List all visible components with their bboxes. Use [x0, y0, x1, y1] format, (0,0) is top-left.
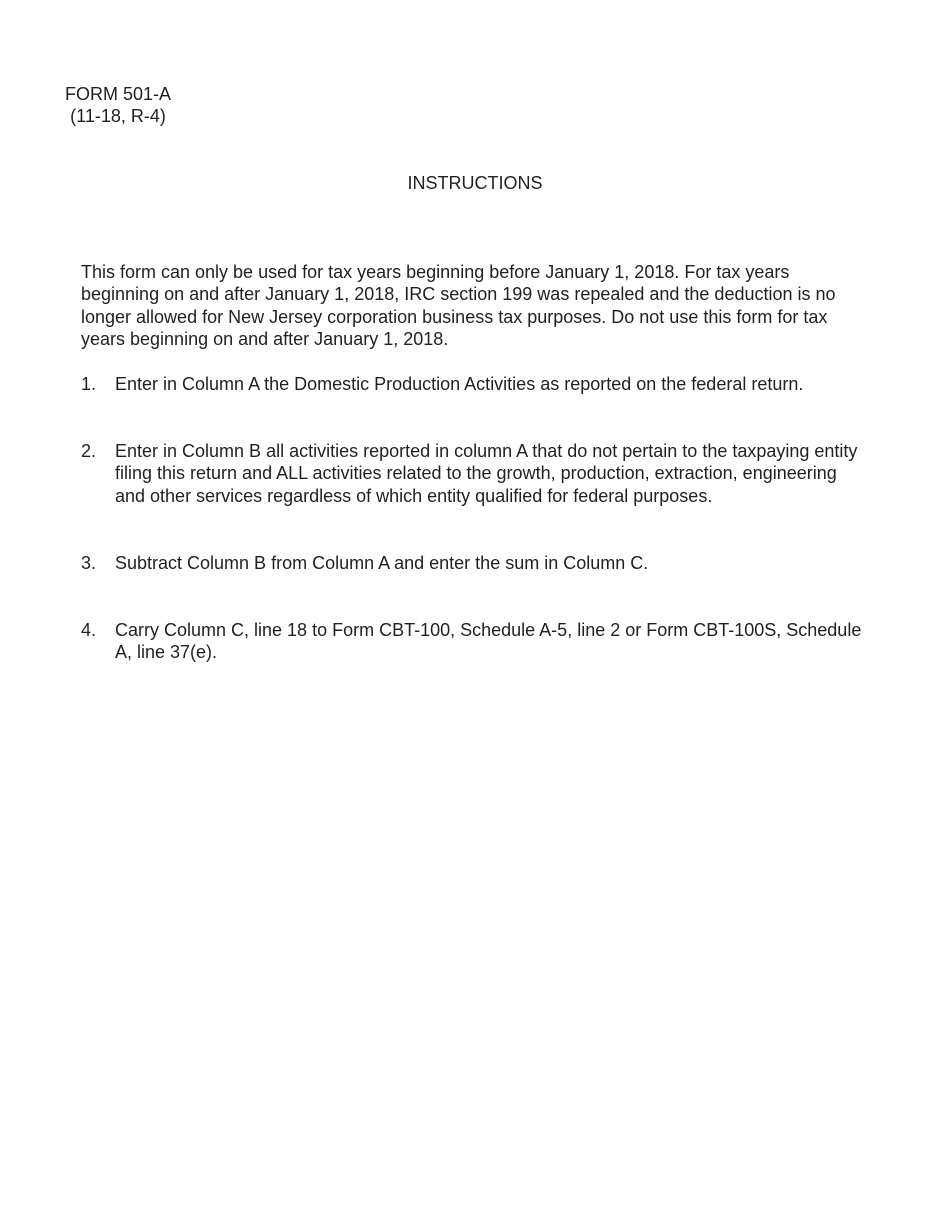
instruction-text: Carry Column C, line 18 to Form CBT-100, Schedule A-5, line 2 or Form CBT-100S, Schedule A, line 37(e).: [115, 620, 862, 663]
instruction-text: Enter in Column B all activities reported in column A that do not pertain to the taxpaying entity filing this return and ALL activities related to the growth, production, extraction, engineering and other services regardless of which entity qualified for federal purposes.: [115, 441, 858, 506]
instruction-number: 4.: [81, 620, 97, 640]
form-number: FORM 501-A: [65, 84, 172, 104]
instruction-item-2: [81, 440, 871, 507]
form-identifier: [65, 83, 171, 127]
instruction-item-1: [81, 373, 871, 395]
intro-paragraph: This form can only be used for tax years beginning before January 1, 2018. For tax years beginning on and after January 1, 2018, IRC section 199 was repealed and the deduction is no longer allowed for New Jersey corporation business tax purposes. Do not use this form for tax years beginning on and after January 1, 2018.: [81, 262, 836, 350]
instruction-item-3: [81, 552, 871, 574]
page-title: INSTRUCTIONS: [407, 173, 543, 193]
form-revision: (11-18, R-4): [70, 106, 166, 126]
instruction-number: 3.: [81, 553, 97, 573]
instruction-text: Subtract Column B from Column A and enter the sum in Column C.: [115, 553, 649, 573]
instruction-number: 1.: [81, 374, 97, 394]
instruction-number: 2.: [81, 441, 97, 461]
instruction-text: Enter in Column A the Domestic Production Activities as reported on the federal return.: [115, 374, 804, 394]
instruction-item-4: [81, 619, 871, 664]
